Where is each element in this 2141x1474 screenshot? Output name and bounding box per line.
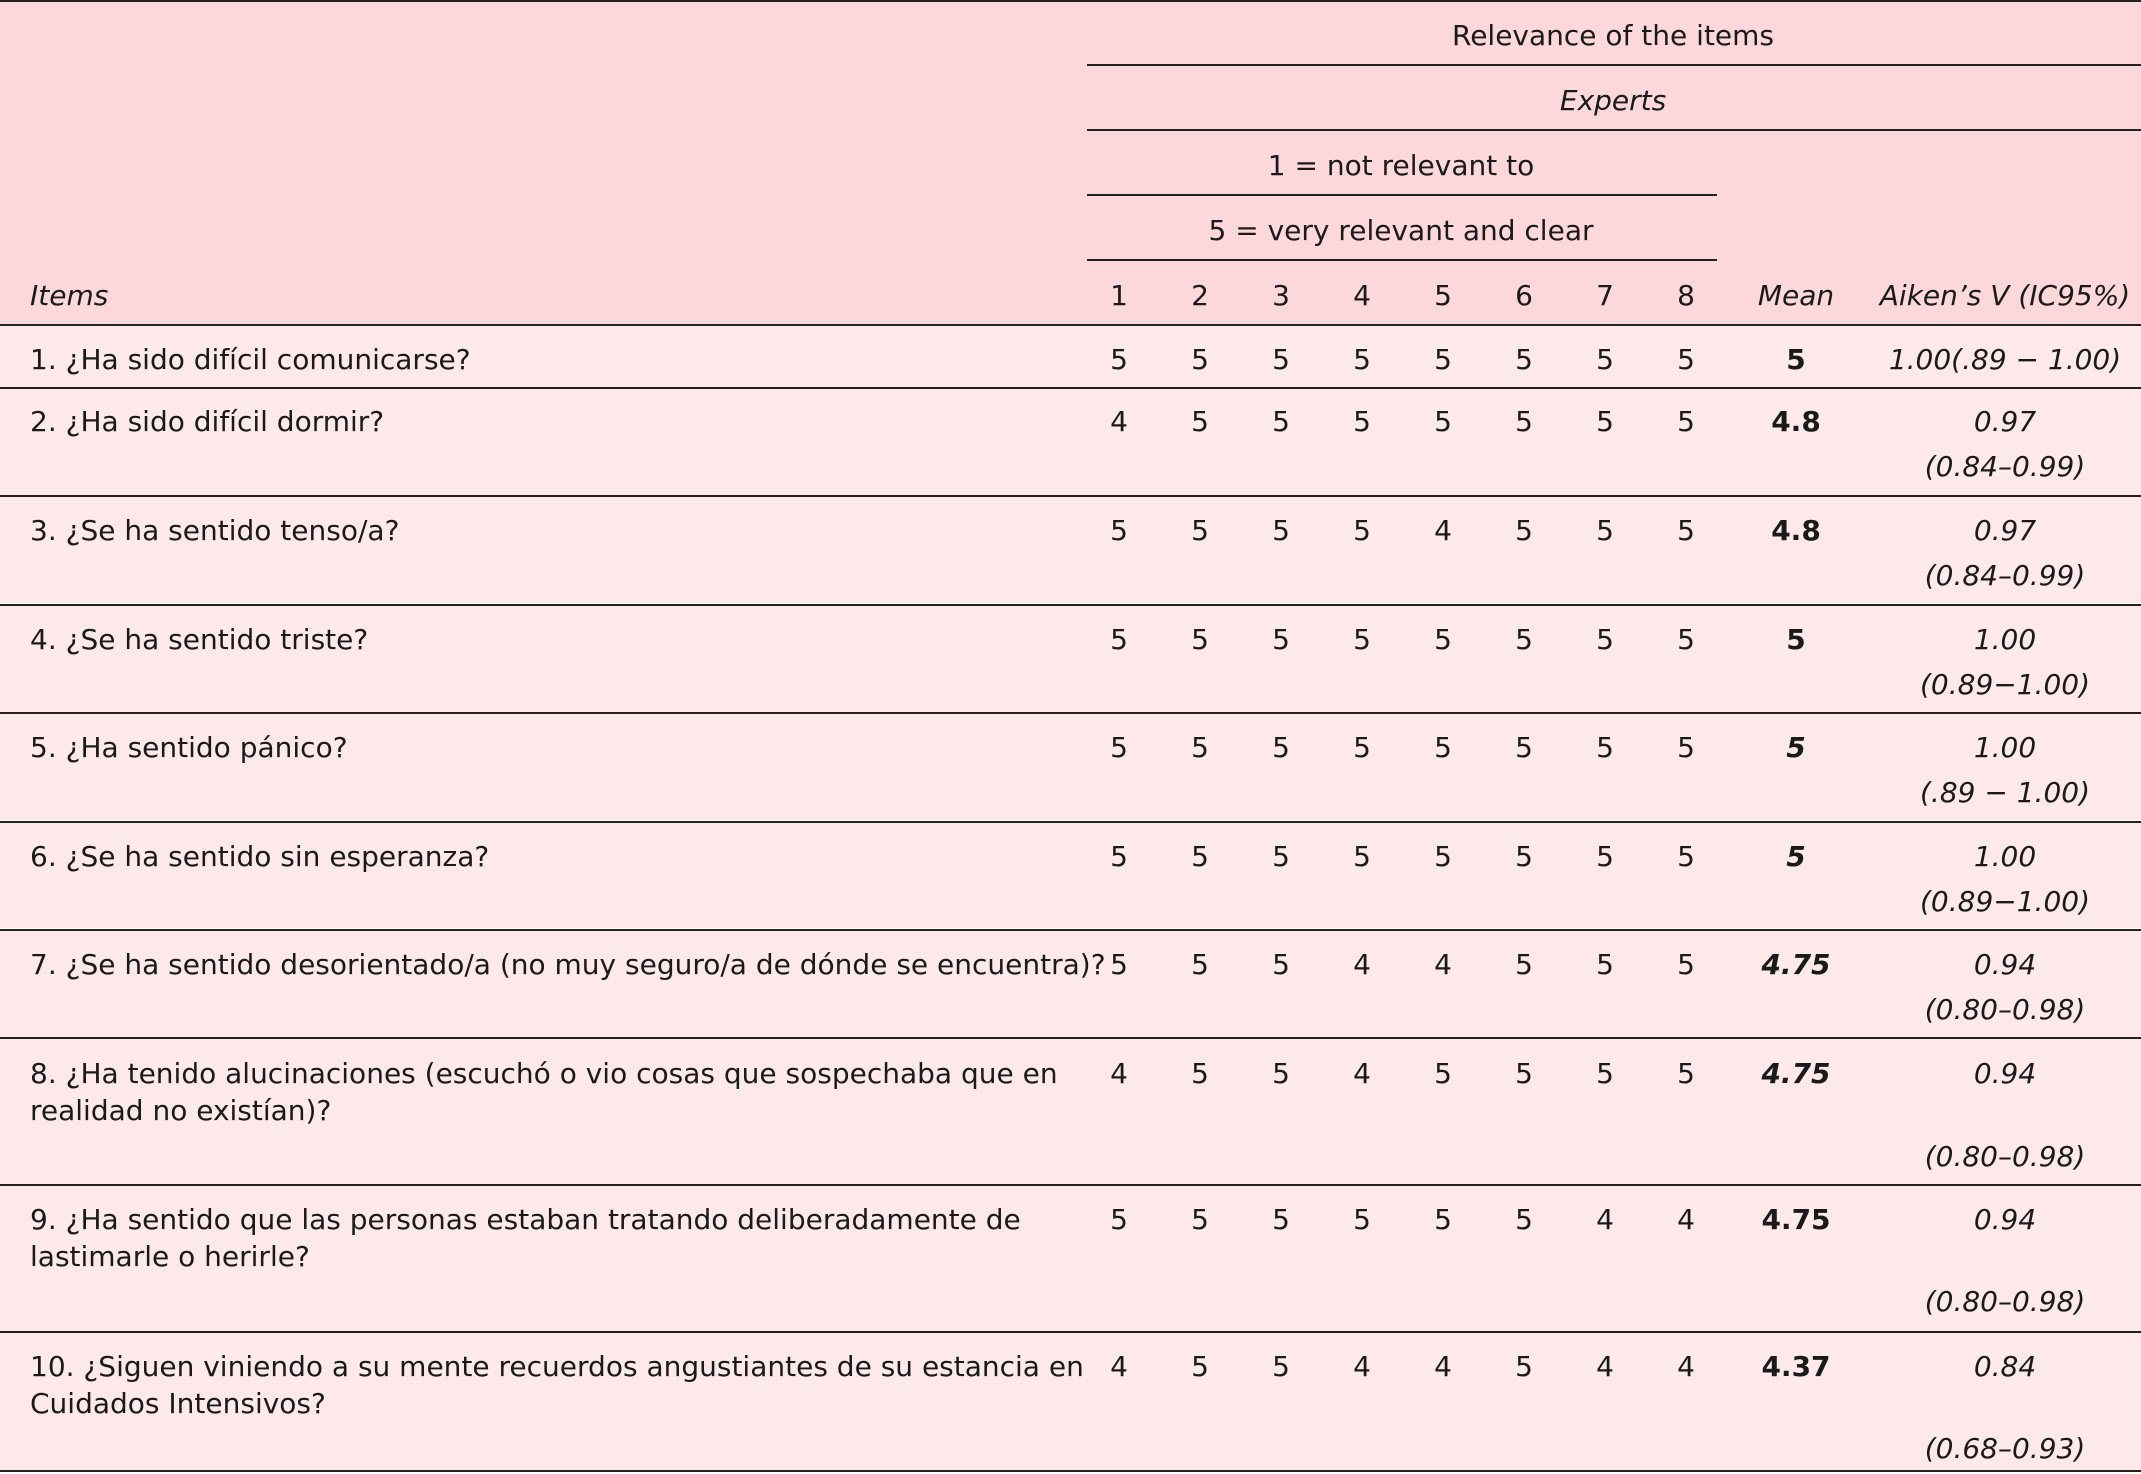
table-bottom-rule — [0, 1470, 2141, 1472]
aiken-ci: (0.68–0.93) — [1924, 1432, 2086, 1465]
mean-value: 5 — [1786, 623, 1806, 656]
expert-score: 5 — [1110, 948, 1128, 981]
row-divider — [0, 387, 2141, 389]
expert-score: 5 — [1353, 840, 1371, 873]
expert-score: 5 — [1353, 514, 1371, 547]
expert-score: 4 — [1434, 514, 1452, 547]
aiken-value: 1.00 — [1973, 840, 2037, 873]
expert-score: 5 — [1596, 405, 1614, 438]
row-divider — [0, 1037, 2141, 1039]
aiken-value: 1.00 — [1973, 731, 2037, 764]
expert-score: 5 — [1515, 948, 1533, 981]
item-text: 6. ¿Se ha sentido sin esperanza? — [30, 840, 490, 873]
relevance-title: Relevance of the items — [1451, 19, 1775, 52]
expert-score: 5 — [1434, 623, 1452, 656]
expert-score: 5 — [1677, 343, 1695, 376]
expert-score: 5 — [1434, 731, 1452, 764]
expert-column-header: 4 — [1353, 279, 1371, 312]
expert-score: 5 — [1110, 1203, 1128, 1236]
item-text: 3. ¿Se ha sentido tenso/a? — [30, 514, 400, 547]
expert-score: 4 — [1434, 948, 1452, 981]
mean-value: 4.75 — [1761, 948, 1831, 981]
scale-low-label: 1 = not relevant to — [1267, 149, 1535, 182]
header-divider — [1087, 129, 2141, 131]
row-divider — [0, 495, 2141, 497]
aiken-ci: (0.84–0.99) — [1924, 559, 2086, 592]
aiken-ci: (.89 − 1.00) — [1920, 776, 2090, 809]
expert-score: 5 — [1272, 1057, 1290, 1090]
expert-column-header: 2 — [1191, 279, 1209, 312]
expert-score: 4 — [1110, 1057, 1128, 1090]
aiken-ci: (0.80–0.98) — [1924, 1285, 2086, 1318]
expert-score: 5 — [1434, 405, 1452, 438]
item-text: 10. ¿Siguen viniendo a su mente recuerdos angustiantes de su estancia en — [30, 1350, 1084, 1383]
header-divider — [1087, 194, 1717, 196]
expert-score: 5 — [1434, 343, 1452, 376]
item-text: 9. ¿Ha sentido que las personas estaban tratando deliberadamente de — [30, 1203, 1021, 1236]
expert-score: 5 — [1191, 1203, 1209, 1236]
item-text: 1. ¿Ha sido difícil comunicarse? — [30, 343, 471, 376]
aiken-value: 0.97 — [1973, 514, 2037, 547]
expert-score: 4 — [1110, 1350, 1128, 1383]
expert-score: 4 — [1353, 948, 1371, 981]
expert-score: 5 — [1110, 343, 1128, 376]
expert-score: 5 — [1677, 731, 1695, 764]
aiken-value: 0.94 — [1973, 1203, 2037, 1236]
aiken-ci: (0.89−1.00) — [1920, 885, 2090, 918]
expert-score: 5 — [1353, 405, 1371, 438]
expert-column-header: 1 — [1110, 279, 1128, 312]
row-divider — [0, 1184, 2141, 1186]
expert-score: 5 — [1677, 405, 1695, 438]
mean-value: 5 — [1786, 840, 1806, 873]
item-text: realidad no existían)? — [30, 1094, 332, 1127]
expert-score: 5 — [1110, 731, 1128, 764]
items-column-header: Items — [30, 279, 109, 312]
item-text: 7. ¿Se ha sentido desorientado/a (no muy seguro/a de dónde se encuentra)? — [30, 948, 1106, 981]
header-divider — [1087, 64, 2141, 66]
mean-column-header: Mean — [1757, 279, 1835, 312]
aiken-ci: (0.80–0.98) — [1924, 993, 2086, 1026]
expert-score: 5 — [1596, 731, 1614, 764]
mean-value: 5 — [1786, 731, 1806, 764]
expert-score: 5 — [1677, 623, 1695, 656]
expert-score: 5 — [1596, 514, 1614, 547]
scale-high-label: 5 = very relevant and clear — [1208, 214, 1594, 247]
expert-score: 5 — [1191, 1057, 1209, 1090]
expert-score: 5 — [1272, 840, 1290, 873]
row-divider — [0, 1331, 2141, 1333]
header-bottom-rule — [0, 324, 2141, 326]
expert-score: 5 — [1434, 1203, 1452, 1236]
expert-score: 5 — [1515, 731, 1533, 764]
expert-score: 5 — [1191, 343, 1209, 376]
expert-score: 5 — [1596, 948, 1614, 981]
expert-score: 5 — [1272, 343, 1290, 376]
aiken-value: 0.97 — [1973, 405, 2037, 438]
expert-score: 5 — [1677, 840, 1695, 873]
expert-score: 5 — [1596, 840, 1614, 873]
expert-score: 4 — [1353, 1057, 1371, 1090]
item-text: 4. ¿Se ha sentido triste? — [30, 623, 369, 656]
row-divider — [0, 712, 2141, 714]
expert-score: 5 — [1353, 731, 1371, 764]
aiken-value: 0.94 — [1973, 1057, 2037, 1090]
aiken-ci: (0.80–0.98) — [1924, 1140, 2086, 1173]
experts-label: Experts — [1559, 84, 1667, 117]
row-divider — [0, 821, 2141, 823]
expert-column-header: 3 — [1272, 279, 1290, 312]
expert-score: 5 — [1272, 623, 1290, 656]
expert-score: 5 — [1110, 514, 1128, 547]
expert-score: 5 — [1191, 623, 1209, 656]
expert-score: 5 — [1110, 623, 1128, 656]
expert-score: 5 — [1515, 623, 1533, 656]
expert-score: 5 — [1110, 840, 1128, 873]
expert-score: 5 — [1515, 1203, 1533, 1236]
mean-value: 5 — [1786, 343, 1806, 376]
expert-score: 5 — [1677, 1057, 1695, 1090]
expert-score: 5 — [1596, 343, 1614, 376]
row-divider — [0, 604, 2141, 606]
expert-score: 5 — [1272, 514, 1290, 547]
expert-score: 4 — [1596, 1350, 1614, 1383]
expert-score: 5 — [1515, 405, 1533, 438]
expert-score: 5 — [1515, 343, 1533, 376]
aiken-value: 0.94 — [1973, 948, 2037, 981]
expert-score: 5 — [1191, 514, 1209, 547]
expert-score: 4 — [1596, 1203, 1614, 1236]
aiken-value: 0.84 — [1973, 1350, 2037, 1383]
table-top-rule — [0, 0, 2141, 2]
item-text: 2. ¿Ha sido difícil dormir? — [30, 405, 385, 438]
expert-score: 4 — [1353, 1350, 1371, 1383]
row-divider — [0, 929, 2141, 931]
expert-score: 5 — [1434, 840, 1452, 873]
item-text: 8. ¿Ha tenido alucinaciones (escuchó o vio cosas que sospechaba que en — [30, 1057, 1058, 1090]
expert-score: 5 — [1515, 840, 1533, 873]
expert-score: 5 — [1353, 343, 1371, 376]
expert-score: 5 — [1272, 731, 1290, 764]
expert-column-header: 5 — [1434, 279, 1452, 312]
aiken-ci: (0.84–0.99) — [1924, 450, 2086, 483]
expert-score: 5 — [1353, 1203, 1371, 1236]
expert-score: 5 — [1677, 514, 1695, 547]
expert-score: 5 — [1353, 623, 1371, 656]
expert-score: 5 — [1515, 1057, 1533, 1090]
aiken-column-header: Aiken’s V (IC95%) — [1879, 279, 2131, 312]
item-text: 5. ¿Ha sentido pánico? — [30, 731, 348, 764]
expert-column-header: 7 — [1596, 279, 1614, 312]
expert-score: 5 — [1677, 948, 1695, 981]
expert-score: 5 — [1191, 731, 1209, 764]
aiken-value: 1.00 — [1973, 623, 2037, 656]
mean-value: 4.37 — [1761, 1350, 1831, 1383]
expert-score: 5 — [1272, 1350, 1290, 1383]
expert-score: 5 — [1596, 1057, 1614, 1090]
header-divider — [1087, 259, 1717, 261]
expert-score: 5 — [1191, 840, 1209, 873]
expert-column-header: 6 — [1515, 279, 1533, 312]
expert-score: 5 — [1272, 1203, 1290, 1236]
mean-value: 4.8 — [1771, 514, 1821, 547]
item-text: Cuidados Intensivos? — [30, 1387, 326, 1420]
expert-score: 4 — [1677, 1203, 1695, 1236]
expert-score: 5 — [1191, 948, 1209, 981]
expert-score: 4 — [1434, 1350, 1452, 1383]
expert-score: 5 — [1191, 1350, 1209, 1383]
expert-score: 4 — [1110, 405, 1128, 438]
expert-score: 4 — [1677, 1350, 1695, 1383]
mean-value: 4.75 — [1761, 1057, 1831, 1090]
expert-score: 5 — [1272, 948, 1290, 981]
expert-score: 5 — [1596, 623, 1614, 656]
mean-value: 4.8 — [1771, 405, 1821, 438]
table-header — [0, 0, 2141, 324]
item-text: lastimarle o herirle? — [30, 1240, 310, 1273]
expert-column-header: 8 — [1677, 279, 1695, 312]
expert-score: 5 — [1515, 1350, 1533, 1383]
mean-value: 4.75 — [1761, 1203, 1831, 1236]
expert-score: 5 — [1434, 1057, 1452, 1090]
expert-score: 5 — [1515, 514, 1533, 547]
aiken-ci: (0.89−1.00) — [1920, 668, 2090, 701]
expert-score: 5 — [1272, 405, 1290, 438]
aiken-value: 1.00(.89 − 1.00) — [1888, 343, 2122, 376]
expert-score: 5 — [1191, 405, 1209, 438]
